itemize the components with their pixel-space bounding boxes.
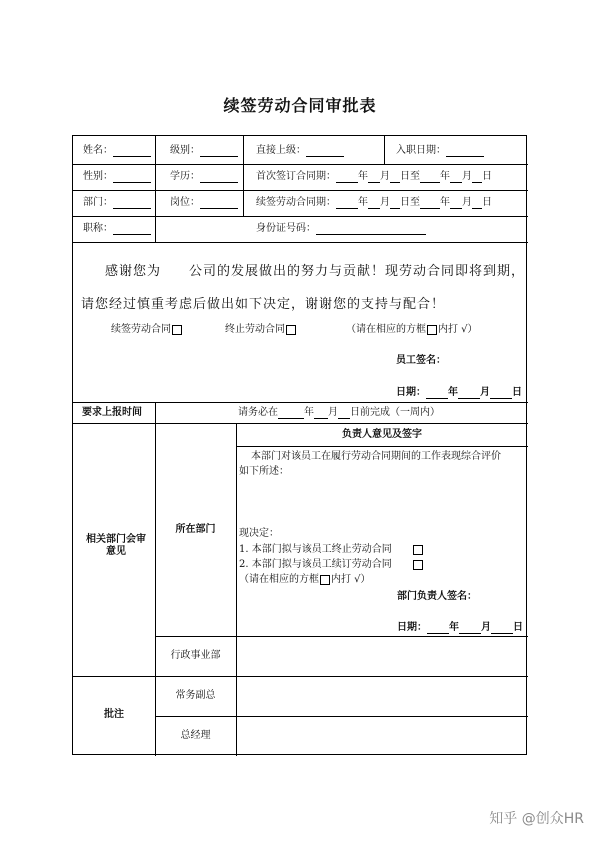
form-title: 续签劳动合同审批表	[223, 96, 377, 115]
position-field[interactable]: 岗位：	[170, 197, 238, 209]
level-field[interactable]: 级别：	[170, 145, 238, 157]
gender-field[interactable]: 性别：	[83, 171, 151, 183]
entry-date-field[interactable]: 入职日期：	[396, 145, 484, 157]
decision-label: 现决定：	[239, 528, 279, 539]
deadline-text[interactable]: 请务必在 年 月 日前完成（一周内）	[238, 407, 440, 418]
eval-line-2: 如下所述：	[239, 466, 289, 477]
supervisor-field[interactable]: 直接上级：	[256, 145, 344, 157]
decision-renew[interactable]: 2. 本部门拟与该员工续订劳动合同	[239, 559, 424, 571]
approval-label: 批注	[104, 709, 124, 720]
letter-line-2: 请您经过慎重考虑后做出如下决定，谢谢您的支持与配合！	[81, 297, 446, 312]
renew-contract-period-field[interactable]: 续签劳动合同期： 年 月 日至 年 月 日	[256, 197, 492, 208]
deadline-label: 要求上报时间	[82, 407, 142, 418]
terminate-checkbox[interactable]	[286, 325, 296, 335]
eval-line-1: 本部门对该员工在履行劳动合同期间的工作表现综合评价	[251, 451, 501, 462]
dept-review-label: 相关部门会审 意见	[86, 534, 146, 557]
dept-head-sign-date[interactable]: 日期： 年 月 日	[397, 622, 523, 633]
head-opinion-header: 负责人意见及签字	[342, 429, 422, 440]
gm-label: 总经理	[180, 730, 211, 741]
own-dept-label: 所在部门	[175, 524, 216, 535]
dept-renew-checkbox[interactable]	[413, 560, 423, 570]
option-hint: （请在相应的方框 内打 √）	[346, 324, 478, 335]
dept-terminate-checkbox[interactable]	[413, 545, 423, 555]
decision-terminate[interactable]: 1. 本部门拟与该员工终止劳动合同	[239, 544, 424, 556]
education-field[interactable]: 学历：	[170, 171, 238, 183]
decision-hint: （请在相应的方框 内打 √）	[239, 574, 371, 585]
employee-sign-date[interactable]: 日期： 年 月 日	[396, 387, 522, 398]
employee-signature[interactable]: 员工签名：	[396, 355, 446, 366]
option-terminate[interactable]: 终止劳动合同	[225, 324, 297, 336]
option-renew[interactable]: 续签劳动合同	[111, 324, 183, 336]
id-number-field[interactable]: 身份证号码：	[256, 223, 426, 235]
name-field[interactable]: 姓名：	[83, 145, 151, 157]
dept-head-signature[interactable]: 部门负责人签名：	[397, 591, 477, 602]
renew-checkbox[interactable]	[172, 325, 182, 335]
first-contract-period-field[interactable]: 首次签订合同期： 年 月 日至 年 月 日	[256, 171, 492, 182]
approval-form-table	[72, 135, 527, 755]
watermark: 知乎 @创众HR	[489, 811, 584, 827]
admin-dept-label: 行政事业部	[170, 650, 221, 661]
letter-line-1: 感谢您为 公司的发展做出的努力与贡献！现劳动合同即将到期，	[105, 264, 526, 279]
vp-label: 常务副总	[175, 690, 216, 701]
job-title-field[interactable]: 职称：	[83, 223, 151, 235]
department-field[interactable]: 部门：	[83, 197, 151, 209]
